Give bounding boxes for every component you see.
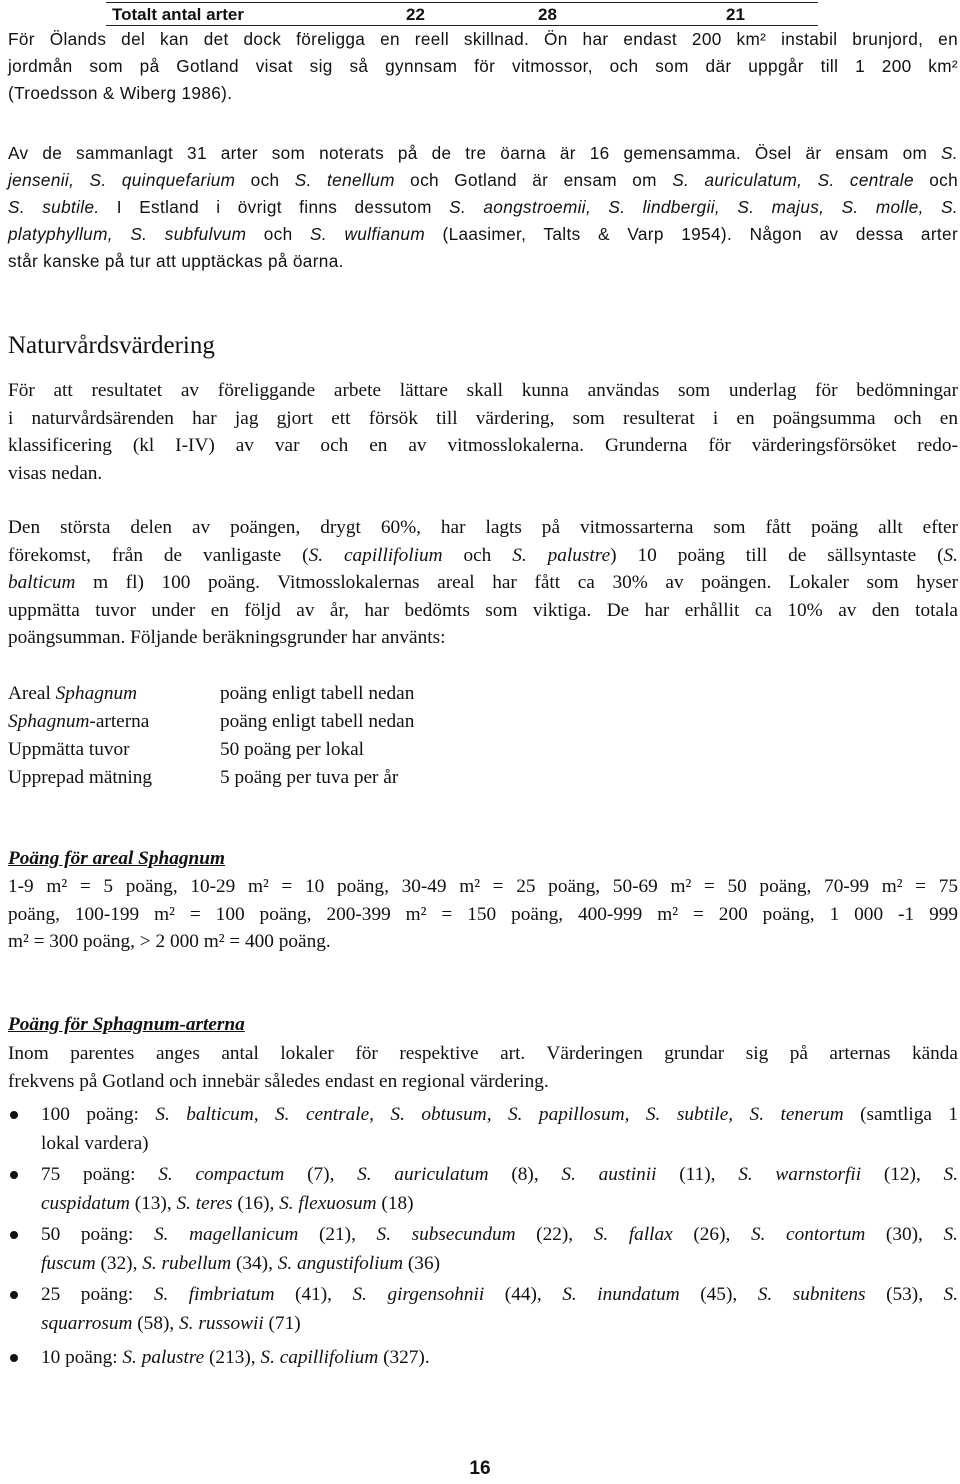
- bullet-icon: [10, 1291, 18, 1299]
- text-line: (Troedsson & Wiberg 1986).: [8, 83, 233, 103]
- text-line: 100 poäng: S. balticum, S. centrale, S. obtusum, S. papillosum, S. subtile, S. tenerum (samtliga 1: [41, 1104, 959, 1125]
- bullet-icon: [10, 1111, 18, 1119]
- paragraph-intro-valuation: [8, 377, 958, 487]
- text-line: För Ölands del kan det dock föreligga en reell skillnad. Ön har endast 200 km² instabil brunjord, en: [8, 29, 958, 49]
- text-line: uppmätta tuvor under en följd av år, har bedömts som viktiga. De har erhållit ca 10% av den totala: [8, 599, 958, 621]
- bullet-icon: [10, 1171, 18, 1179]
- text-line: För att resultatet av föreliggande arbete lättare skall kunna användas som underlag för bedömningar: [8, 380, 958, 401]
- text-line: jordmån som på Gotland visat sig så gynnsam för vitmossor, och som där uppgår till 1 200 km²: [8, 56, 958, 76]
- table-rule-top: [106, 2, 818, 3]
- text-line: cuspidatum (13), S. teres (16), S. flexuosum (18): [41, 1193, 414, 1214]
- text-line: Inom parentes anges antal lokaler för respektive art. Värderingen grundar sig på arternas kända: [8, 1043, 958, 1064]
- calc-key: Areal Sphagnum: [8, 683, 138, 704]
- text-line: 75 poäng: S. compactum (7), S. auriculatum (8), S. austinii (11), S. warnstorfii (12), S.: [41, 1164, 959, 1185]
- text-line: lokal vardera): [41, 1133, 149, 1154]
- paragraph-area-points: [8, 873, 958, 956]
- text-line: fuscum (32), S. rubellum (34), S. angustifolium (36): [41, 1253, 441, 1274]
- subheading-species-points: Poäng för Sphagnum-arterna: [8, 1014, 245, 1035]
- text-line: 25 poäng: S. fimbriatum (41), S. girgensohnii (44), S. inundatum (45), S. subnitens (53), S.: [41, 1284, 959, 1305]
- text-line: Den största delen av poängen, drygt 60%, har lagts på vitmossarterna som fått poäng allt efter: [8, 517, 958, 538]
- paragraph-points-distribution: [8, 514, 958, 652]
- text-line: squarrosum (58), S. russowii (71): [41, 1313, 301, 1334]
- calc-key: Upprepad mätning: [8, 767, 153, 788]
- text-line: jensenii, S. quinquefarium och S. tenellum och Gotland är ensam om S. auriculatum, S. centrale och: [8, 170, 958, 190]
- text-line: Av de sammanlagt 31 arter som noterats på de tre öarna är 16 gemensamma. Ösel är ensam om S.: [8, 143, 958, 163]
- calc-value: 5 poäng per tuva per år: [220, 767, 399, 788]
- total-species-count-2: 28: [538, 5, 557, 24]
- paragraph-species-islands: [8, 140, 958, 275]
- bullet-icon: [10, 1231, 18, 1239]
- text-line: poäng, 100-199 m² = 100 poäng, 200-399 m² = 150 poäng, 400-999 m² = 200 poäng, 1 000 -1 999: [8, 903, 958, 925]
- calc-key: Uppmätta tuvor: [8, 739, 130, 760]
- text-line: m² = 300 poäng, > 2 000 m² = 400 poäng.: [8, 931, 331, 953]
- text-line: balticum m fl) 100 poäng. Vitmosslokalernas areal har fått ca 30% av poängen. Lokaler som hyser: [8, 572, 958, 594]
- text-line: platyphyllum, S. subfulvum och S. wulfianum (Laasimer, Talts & Varp 1954). Någon av dessa arter: [8, 224, 959, 244]
- calc-value: 50 poäng per lokal: [220, 739, 365, 760]
- paragraph-oland: [8, 26, 958, 107]
- subheading-area-points: Poäng för areal Sphagnum: [8, 848, 225, 869]
- calc-value: poäng enligt tabell nedan: [220, 683, 415, 704]
- total-species-count-1: 22: [406, 5, 425, 24]
- text-line: i naturvårdsärenden har jag gjort ett försök till värdering, som resulterat i en poängsumma och en: [8, 407, 958, 429]
- section-heading: Naturvårdsvärdering: [8, 332, 215, 359]
- text-line: frekvens på Gotland och innebär således endast en regional värdering.: [8, 1070, 549, 1092]
- text-line: visas nedan.: [8, 462, 103, 484]
- calc-key: Sphagnum-arterna: [8, 711, 150, 732]
- text-line: förekomst, från de vanligaste (S. capillifolium och S. palustre) 10 poäng till de sällsyntaste (S.: [8, 544, 958, 566]
- text-line: 1-9 m² = 5 poäng, 10-29 m² = 10 poäng, 30-49 m² = 25 poäng, 50-69 m² = 50 poäng, 70-99 m² = 75: [8, 876, 958, 897]
- text-line: står kanske på tur att upptäckas på öarna.: [8, 251, 344, 271]
- text-line: S. subtile. I Estland i övrigt finns dessutom S. aongstroemii, S. lindbergii, S. majus, S. molle, S.: [8, 197, 959, 217]
- species-total-row: [106, 2, 818, 26]
- text-line: 50 poäng: S. magellanicum (21), S. subsecundum (22), S. fallax (26), S. contortum (30), S.: [41, 1224, 958, 1245]
- calc-value: poäng enligt tabell nedan: [220, 711, 415, 732]
- text-line: 10 poäng: S. palustre (213), S. capillifolium (327).: [41, 1347, 430, 1368]
- bullet-icon: [10, 1354, 18, 1362]
- total-species-label: Totalt antal arter: [112, 5, 244, 24]
- text-line: poängsumman. Följande beräkningsgrunder har använts:: [8, 627, 446, 649]
- paragraph-species-points: [8, 1040, 958, 1095]
- page-number: 16: [469, 1458, 491, 1479]
- total-species-count-3: 21: [726, 5, 745, 24]
- text-line: klassificering (kl I-IV) av var och en av vitmosslokalerna. Grunderna för värderingsförsöket redo-: [8, 435, 958, 457]
